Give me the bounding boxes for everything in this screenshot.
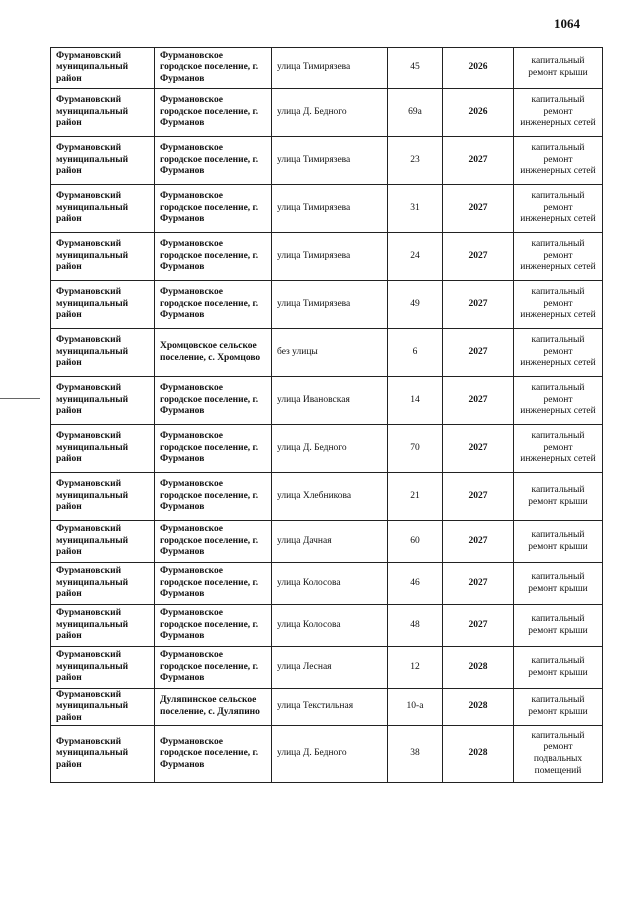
year-cell: 2028 bbox=[443, 726, 514, 783]
house-number-cell: 31 bbox=[388, 185, 443, 233]
house-number-cell: 10-а bbox=[388, 689, 443, 726]
year-cell: 2027 bbox=[443, 137, 514, 185]
house-number-cell: 49 bbox=[388, 281, 443, 329]
district-cell: Фурмановский муниципальный район bbox=[51, 563, 155, 605]
work-type-cell: капитальный ремонт инженерных сетей bbox=[514, 185, 603, 233]
house-number-cell: 60 bbox=[388, 521, 443, 563]
work-type-cell: капитальный ремонт инженерных сетей bbox=[514, 281, 603, 329]
house-number-cell: 21 bbox=[388, 473, 443, 521]
work-type-cell: капитальный ремонт крыши bbox=[514, 605, 603, 647]
year-cell: 2026 bbox=[443, 48, 514, 89]
district-cell: Фурмановский муниципальный район bbox=[51, 521, 155, 563]
settlement-cell: Фурмановское городское поселение, г. Фурманов bbox=[155, 563, 272, 605]
house-number-cell: 38 bbox=[388, 726, 443, 783]
street-cell: улица Ивановская bbox=[272, 377, 388, 425]
district-cell: Фурмановский муниципальный район bbox=[51, 425, 155, 473]
district-cell: Фурмановский муниципальный район bbox=[51, 689, 155, 726]
work-type-cell: капитальный ремонт инженерных сетей bbox=[514, 89, 603, 137]
district-cell: Фурмановский муниципальный район bbox=[51, 377, 155, 425]
page-number: 1064 bbox=[554, 16, 580, 31]
year-cell: 2027 bbox=[443, 281, 514, 329]
year-cell: 2027 bbox=[443, 185, 514, 233]
table-row bbox=[51, 281, 603, 329]
street-cell: улица Тимирязева bbox=[272, 281, 388, 329]
margin-mark bbox=[0, 398, 40, 399]
district-cell: Фурмановский муниципальный район bbox=[51, 137, 155, 185]
work-type-cell: капитальный ремонт инженерных сетей bbox=[514, 329, 603, 377]
settlement-cell: Фурмановское городское поселение, г. Фурманов bbox=[155, 726, 272, 783]
settlement-cell: Фурмановское городское поселение, г. Фурманов bbox=[155, 185, 272, 233]
house-number-cell: 45 bbox=[388, 48, 443, 89]
district-cell: Фурмановский муниципальный район bbox=[51, 647, 155, 689]
table-row bbox=[51, 425, 603, 473]
house-number-cell: 48 bbox=[388, 605, 443, 647]
street-cell: улица Дачная bbox=[272, 521, 388, 563]
work-type-cell: капитальный ремонт инженерных сетей bbox=[514, 377, 603, 425]
work-type-cell: капитальный ремонт крыши bbox=[514, 521, 603, 563]
settlement-cell: Фурмановское городское поселение, г. Фурманов bbox=[155, 48, 272, 89]
district-cell: Фурмановский муниципальный район bbox=[51, 233, 155, 281]
year-cell: 2026 bbox=[443, 89, 514, 137]
street-cell: улица Текстильная bbox=[272, 689, 388, 726]
year-cell: 2027 bbox=[443, 473, 514, 521]
work-type-cell: капитальный ремонт подвальных помещений bbox=[514, 726, 603, 783]
district-cell: Фурмановский муниципальный район bbox=[51, 473, 155, 521]
work-type-cell: капитальный ремонт крыши bbox=[514, 647, 603, 689]
house-number-cell: 23 bbox=[388, 137, 443, 185]
settlement-cell: Фурмановское городское поселение, г. Фурманов bbox=[155, 89, 272, 137]
district-cell: Фурмановский муниципальный район bbox=[51, 281, 155, 329]
street-cell: улица Тимирязева bbox=[272, 137, 388, 185]
work-type-cell: капитальный ремонт крыши bbox=[514, 48, 603, 89]
district-cell: Фурмановский муниципальный район bbox=[51, 185, 155, 233]
street-cell: улица Д. Бедного bbox=[272, 726, 388, 783]
year-cell: 2027 bbox=[443, 425, 514, 473]
table-row bbox=[51, 521, 603, 563]
table-row bbox=[51, 647, 603, 689]
year-cell: 2027 bbox=[443, 521, 514, 563]
house-number-cell: 6 bbox=[388, 329, 443, 377]
year-cell: 2028 bbox=[443, 647, 514, 689]
settlement-cell: Фурмановское городское поселение, г. Фурманов bbox=[155, 473, 272, 521]
street-cell: улица Д. Бедного bbox=[272, 425, 388, 473]
settlement-cell: Фурмановское городское поселение, г. Фурманов bbox=[155, 425, 272, 473]
district-cell: Фурмановский муниципальный район bbox=[51, 48, 155, 89]
table-row bbox=[51, 233, 603, 281]
settlement-cell: Фурмановское городское поселение, г. Фурманов bbox=[155, 377, 272, 425]
settlement-cell: Фурмановское городское поселение, г. Фурманов bbox=[155, 281, 272, 329]
district-cell: Фурмановский муниципальный район bbox=[51, 89, 155, 137]
table-row bbox=[51, 605, 603, 647]
settlement-cell: Фурмановское городское поселение, г. Фурманов bbox=[155, 605, 272, 647]
year-cell: 2027 bbox=[443, 329, 514, 377]
district-cell: Фурмановский муниципальный район bbox=[51, 726, 155, 783]
house-number-cell: 24 bbox=[388, 233, 443, 281]
table-row bbox=[51, 185, 603, 233]
house-number-cell: 14 bbox=[388, 377, 443, 425]
street-cell: улица Колосова bbox=[272, 563, 388, 605]
district-cell: Фурмановский муниципальный район bbox=[51, 329, 155, 377]
year-cell: 2028 bbox=[443, 689, 514, 726]
work-type-cell: капитальный ремонт крыши bbox=[514, 473, 603, 521]
district-cell: Фурмановский муниципальный район bbox=[51, 605, 155, 647]
table-row bbox=[51, 689, 603, 726]
table-row bbox=[51, 473, 603, 521]
street-cell: без улицы bbox=[272, 329, 388, 377]
work-type-cell: капитальный ремонт крыши bbox=[514, 689, 603, 726]
house-number-cell: 70 bbox=[388, 425, 443, 473]
settlement-cell: Фурмановское городское поселение, г. Фурманов bbox=[155, 137, 272, 185]
table-row bbox=[51, 137, 603, 185]
street-cell: улица Хлебникова bbox=[272, 473, 388, 521]
work-type-cell: капитальный ремонт крыши bbox=[514, 563, 603, 605]
table-row bbox=[51, 48, 603, 89]
street-cell: улица Тимирязева bbox=[272, 185, 388, 233]
settlement-cell: Фурмановское городское поселение, г. Фурманов bbox=[155, 521, 272, 563]
settlement-cell: Фурмановское городское поселение, г. Фурманов bbox=[155, 647, 272, 689]
table-row bbox=[51, 89, 603, 137]
house-number-cell: 12 bbox=[388, 647, 443, 689]
table-row bbox=[51, 726, 603, 783]
work-type-cell: капитальный ремонт инженерных сетей bbox=[514, 425, 603, 473]
table-row bbox=[51, 563, 603, 605]
settlement-cell: Дуляпинское сельское поселение, с. Дуляпино bbox=[155, 689, 272, 726]
street-cell: улица Д. Бедного bbox=[272, 89, 388, 137]
work-type-cell: капитальный ремонт инженерных сетей bbox=[514, 233, 603, 281]
table-row bbox=[51, 377, 603, 425]
street-cell: улица Колосова bbox=[272, 605, 388, 647]
table-row bbox=[51, 329, 603, 377]
house-number-cell: 46 bbox=[388, 563, 443, 605]
year-cell: 2027 bbox=[443, 605, 514, 647]
street-cell: улица Тимирязева bbox=[272, 48, 388, 89]
house-number-cell: 69а bbox=[388, 89, 443, 137]
settlement-cell: Хромцовское сельское поселение, с. Хромцово bbox=[155, 329, 272, 377]
table-body bbox=[51, 48, 603, 783]
settlement-cell: Фурмановское городское поселение, г. Фурманов bbox=[155, 233, 272, 281]
year-cell: 2027 bbox=[443, 377, 514, 425]
street-cell: улица Лесная bbox=[272, 647, 388, 689]
street-cell: улица Тимирязева bbox=[272, 233, 388, 281]
year-cell: 2027 bbox=[443, 233, 514, 281]
repair-schedule-table bbox=[50, 47, 603, 783]
work-type-cell: капитальный ремонт инженерных сетей bbox=[514, 137, 603, 185]
year-cell: 2027 bbox=[443, 563, 514, 605]
